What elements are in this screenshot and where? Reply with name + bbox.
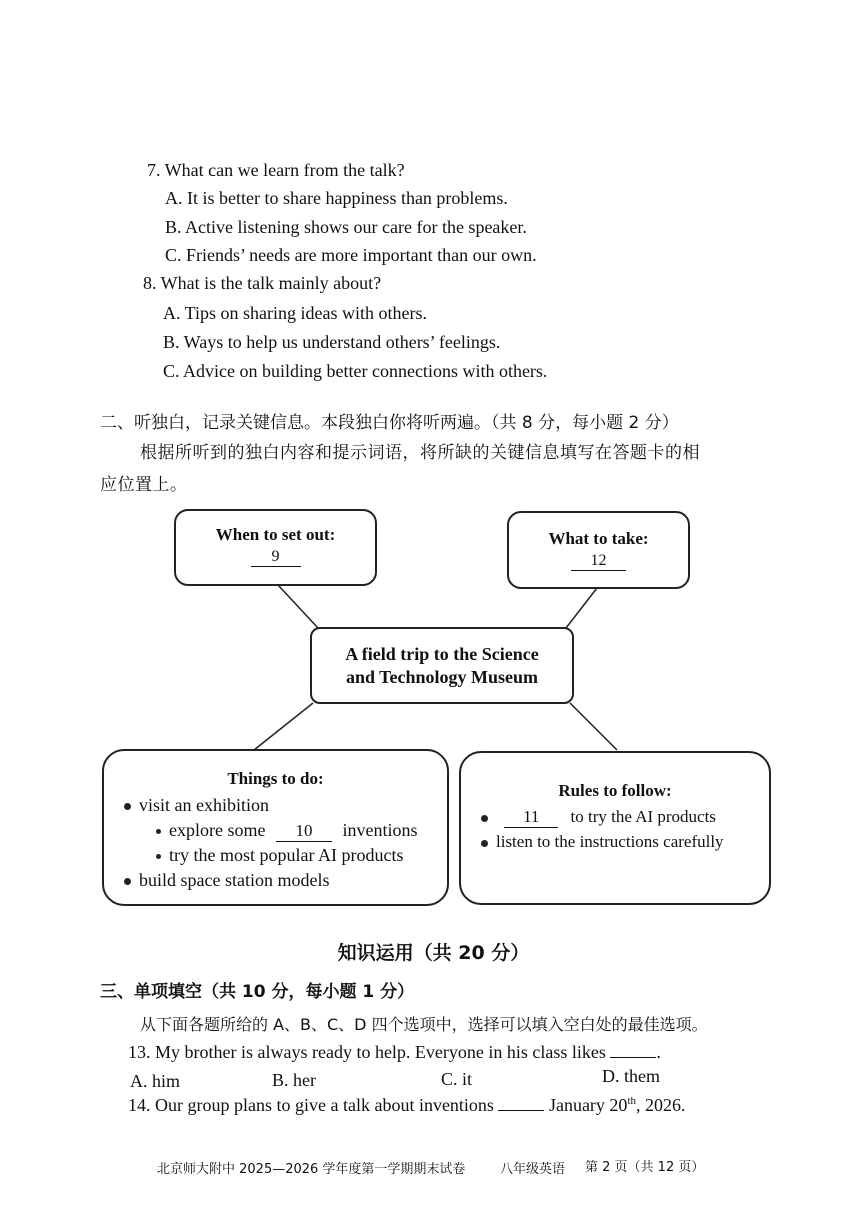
things-item-visit: visit an exhibition <box>124 795 269 816</box>
section-title: 知识运用（共 20 分） <box>337 942 530 964</box>
footer-subject: 八年级英语 <box>500 1162 566 1177</box>
center-title-line1: A field trip to the Science <box>345 644 539 664</box>
q13-option-b: B. her <box>272 1070 316 1090</box>
q13-end: . <box>656 1042 661 1062</box>
when-to-set-out-title: When to set out: <box>215 525 336 544</box>
what-to-take-title: What to take: <box>548 529 649 548</box>
rules-item-listen: listen to the instructions carefully <box>481 832 724 852</box>
bullet-icon <box>124 878 131 885</box>
q14-stem: 14. Our group plans to give a talk about inventions <box>128 1095 494 1115</box>
part2-instruction-line2: 应位置上。 <box>100 475 188 495</box>
bullet-icon <box>156 854 161 859</box>
rules-to-follow-box <box>459 751 771 905</box>
q14-date-sup: th <box>627 1095 636 1107</box>
footer-page: 第 2 页（共 12 页） <box>585 1160 705 1175</box>
footer-school: 北京师大附中 2025—2026 学年度第一学期期末试卷 <box>157 1162 466 1177</box>
blank-12: 12 <box>571 552 626 571</box>
blank-10: 10 <box>276 821 332 842</box>
bullet-icon <box>481 815 488 822</box>
part2-instruction-line1: 根据所听到的独白内容和提示词语，将所缺的关键信息填写在答题卡的相 <box>140 443 700 463</box>
blank-11: 11 <box>504 807 558 828</box>
blank-9: 9 <box>251 548 301 567</box>
field-trip-center-box <box>310 627 574 704</box>
q13-stem-line <box>128 1042 661 1063</box>
q13-stem: 13. My brother is always ready to help. Everyone in his class likes <box>128 1042 606 1062</box>
things-to-do-box <box>102 749 449 906</box>
things-item-build: build space station models <box>124 870 329 891</box>
q7-stem: 7. What can we learn from the talk? <box>147 160 405 180</box>
rules-item-blank: 11 to try the AI products <box>481 807 716 828</box>
bullet-icon <box>156 829 161 834</box>
q14-blank <box>498 1110 544 1111</box>
bullet-icon <box>481 840 488 847</box>
q8-stem: 8. What is the talk mainly about? <box>143 273 382 293</box>
when-to-set-out-box <box>174 509 377 586</box>
q14-end: , 2026. <box>636 1095 686 1115</box>
q8-option-a: A. Tips on sharing ideas with others. <box>163 303 428 323</box>
q13-option-a: A. him <box>130 1071 181 1091</box>
q13-option-c: C. it <box>441 1069 473 1089</box>
rules-to-follow-title: Rules to follow: <box>558 781 672 800</box>
q8-option-b: B. Ways to help us understand others’ feelings. <box>163 332 501 352</box>
part3-heading: 三、单项填空（共 10 分，每小题 1 分） <box>100 982 415 1002</box>
q13-blank <box>610 1057 656 1058</box>
things-to-do-title: Things to do: <box>227 769 324 788</box>
part2-heading: 二、听独白，记录关键信息。本段独白你将听两遍。（共 8 分，每小题 2 分） <box>100 413 679 433</box>
q7-option-a: A. It is better to share happiness than problems. <box>165 188 508 208</box>
part3-instruction: 从下面各题所给的 A、B、C、D 四个选项中，选择可以填入空白处的最佳选项。 <box>140 1015 708 1034</box>
q14-stem-line <box>128 1095 686 1116</box>
what-to-take-box <box>507 511 690 589</box>
q7-option-c: C. Friends’ needs are more important than our own. <box>165 245 537 265</box>
q13-option-d: D. them <box>602 1066 660 1086</box>
things-sub-try: try the most popular AI products <box>156 845 403 866</box>
q8-option-c: C. Advice on building better connections with others. <box>163 361 548 381</box>
bullet-icon <box>124 803 131 810</box>
center-title-line2: and Technology Museum <box>345 667 539 687</box>
q14-date: January 20 <box>548 1095 628 1115</box>
things-sub-explore: explore some 10 inventions <box>156 820 417 842</box>
q7-option-b: B. Active listening shows our care for the speaker. <box>165 217 527 237</box>
